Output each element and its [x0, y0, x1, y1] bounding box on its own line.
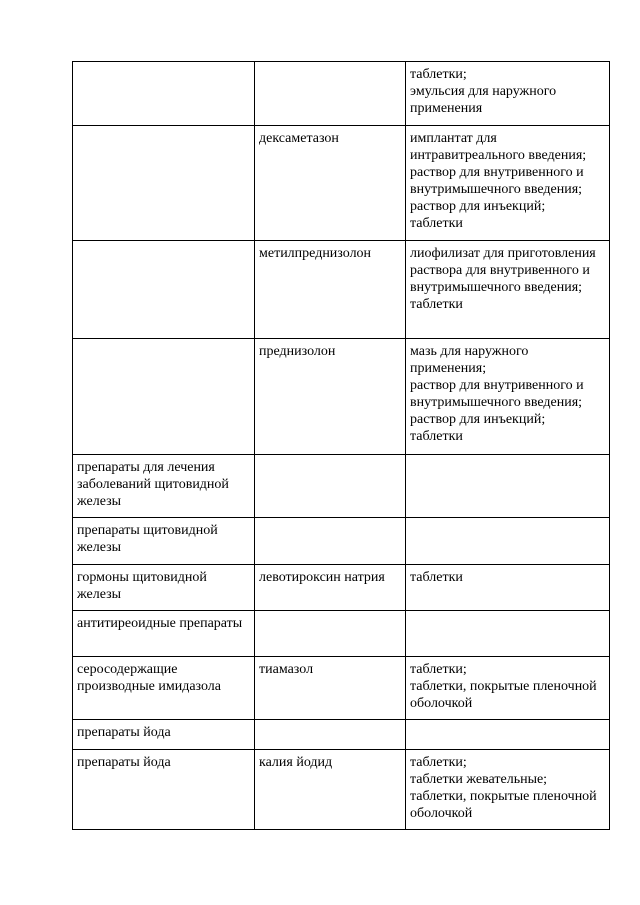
classification-cell — [73, 62, 255, 126]
classification-cell — [73, 241, 255, 339]
dosage-forms-cell: лиофилизат для приготовления раствора для внутривенного и внутримышечного введения; таблетки — [406, 241, 610, 339]
dosage-forms-cell — [406, 455, 610, 518]
classification-cell: гормоны щитовидной железы — [73, 565, 255, 611]
drug-name-cell — [255, 62, 406, 126]
dosage-forms-cell: имплантат для интравитреального введения; раствор для внутривенного и внутримышечного введения; раствор для инъекций; таблетки — [406, 126, 610, 241]
drug-name-cell: тиамазол — [255, 657, 406, 720]
drug-name-cell: левотироксин натрия — [255, 565, 406, 611]
table-row — [73, 565, 610, 611]
drug-name-cell: метилпреднизолон — [255, 241, 406, 339]
table-row — [73, 720, 610, 750]
document-page — [72, 61, 609, 830]
drug-table — [72, 61, 610, 830]
classification-cell: серосодержащие производные имидазола — [73, 657, 255, 720]
table-row — [73, 455, 610, 518]
table-row — [73, 126, 610, 241]
classification-cell: препараты йода — [73, 750, 255, 830]
drug-name-cell: калия йодид — [255, 750, 406, 830]
table-row — [73, 657, 610, 720]
classification-cell — [73, 339, 255, 455]
classification-cell: препараты для лечения заболеваний щитовидной железы — [73, 455, 255, 518]
dosage-forms-cell — [406, 611, 610, 657]
dosage-forms-cell: таблетки; эмульсия для наружного применения — [406, 62, 610, 126]
classification-cell — [73, 126, 255, 241]
dosage-forms-cell: мазь для наружного применения; раствор для внутривенного и внутримышечного введения; раствор для инъекций; таблетки — [406, 339, 610, 455]
table-row — [73, 611, 610, 657]
drug-name-cell — [255, 720, 406, 750]
table-row — [73, 518, 610, 565]
drug-name-cell: дексаметазон — [255, 126, 406, 241]
table-row — [73, 750, 610, 830]
classification-cell: препараты щитовидной железы — [73, 518, 255, 565]
classification-cell: антитиреоидные препараты — [73, 611, 255, 657]
drug-name-cell — [255, 455, 406, 518]
dosage-forms-cell — [406, 720, 610, 750]
table-row — [73, 339, 610, 455]
drug-table-body — [73, 62, 610, 830]
table-row — [73, 62, 610, 126]
table-row — [73, 241, 610, 339]
classification-cell: препараты йода — [73, 720, 255, 750]
drug-name-cell: преднизолон — [255, 339, 406, 455]
dosage-forms-cell: таблетки — [406, 565, 610, 611]
dosage-forms-cell: таблетки; таблетки, покрытые пленочной оболочкой — [406, 657, 610, 720]
drug-name-cell — [255, 518, 406, 565]
dosage-forms-cell — [406, 518, 610, 565]
drug-name-cell — [255, 611, 406, 657]
dosage-forms-cell: таблетки; таблетки жевательные; таблетки, покрытые пленочной оболочкой — [406, 750, 610, 830]
